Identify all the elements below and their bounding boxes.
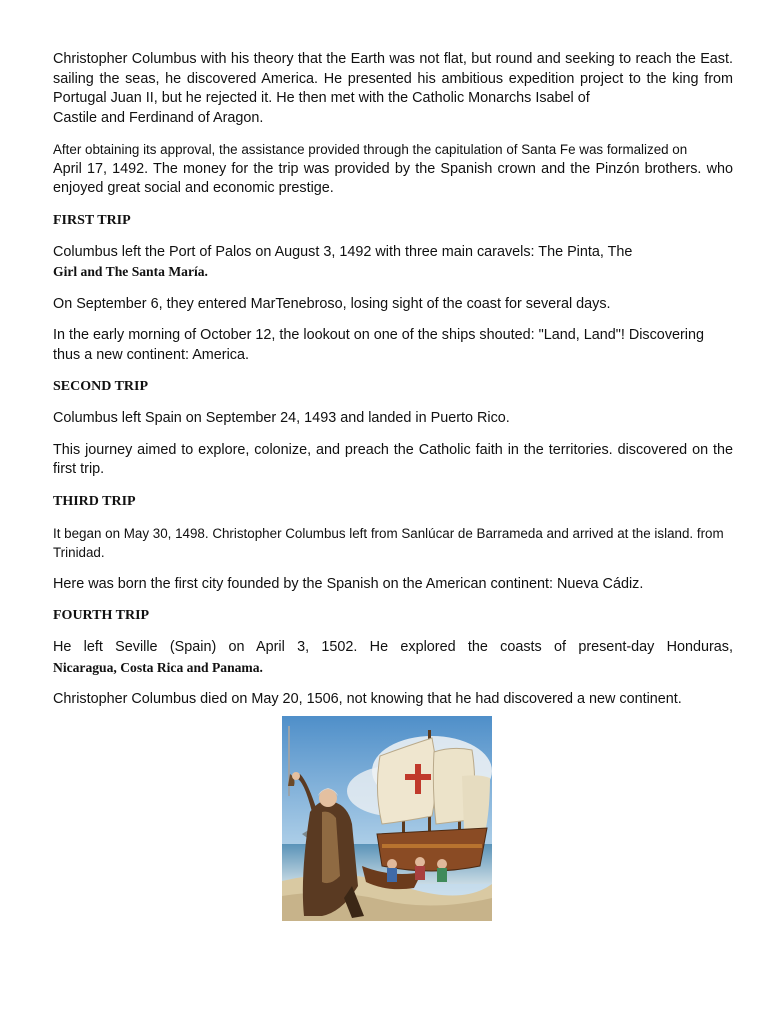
approval-text: After obtaining its approval, the assistance provided through the capitulation of Santa Fe was formalized on xyxy=(53,142,688,157)
third-trip-heading: THIRD TRIP xyxy=(53,493,136,509)
fourth-trip-paragraph-1 xyxy=(53,638,733,678)
first-trip-paragraph-2: On September 6, they entered MarTenebroso, losing sight of the coast for several days. xyxy=(53,295,611,312)
fourth-trip-paragraph-2: Christopher Columbus died on May 20, 1506, not knowing that he had discovered a new continent. xyxy=(53,691,682,707)
third-trip-paragraph-2: Here was born the first city founded by the Spanish on the American continent: Nueva Cádiz. xyxy=(53,575,644,592)
first-trip-heading: FIRST TRIP xyxy=(53,212,131,228)
fourth-trip-countries: Nicaragua, Costa Rica and Panama. xyxy=(53,659,263,675)
document-body xyxy=(53,50,733,710)
second-trip-heading: SECOND TRIP xyxy=(53,379,149,394)
second-trip-paragraph-2: This journey aimed to explore, colonize, and preach the Catholic faith in the territories. discovered on the first trip. xyxy=(53,441,733,477)
intro-paragraph xyxy=(53,50,733,128)
approval-paragraph xyxy=(53,140,733,199)
first-trip-paragraph-1 xyxy=(53,243,733,283)
first-trip-text: Columbus left the Port of Palos on August 3, 1492 with three main caravels: The Pinta, The xyxy=(53,243,633,260)
approval-text-cont: April 17, 1492. The money for the trip was provided by the Spanish crown and the Pinzón brothers. who enjoyed great social and economic prestige. xyxy=(53,160,733,196)
fourth-trip-text: He left Seville (Spain) on April 3, 1502. He explored the coasts of present-day Honduras, xyxy=(53,639,733,655)
first-trip-paragraph-3: In the early morning of October 12, the lookout on one of the ships shouted: "Land, Land"! Discovering thus a new continent: America. xyxy=(53,327,705,363)
intro-text-end: Castile and Ferdinand of Aragon. xyxy=(53,109,264,126)
fourth-trip-heading: FOURTH TRIP xyxy=(53,608,150,623)
columbus-ship-illustration xyxy=(282,716,492,921)
first-trip-ships: Girl and The Santa María. xyxy=(53,264,208,279)
second-trip-paragraph-1: Columbus left Spain on September 24, 1493 and landed in Puerto Rico. xyxy=(53,410,510,426)
third-trip-paragraph-1: It began on May 30, 1498. Christopher Columbus left from Sanlúcar de Barrameda and arrived at the island. from Trinidad. xyxy=(53,525,724,560)
intro-text: Christopher Columbus with his theory that the Earth was not flat, but round and seeking to reach the East. sailing the seas, he discovered America. He presented his ambitious expedition project to the king from Portugal Juan II, but he rejected it. He then met with the Catholic Monarchs Isabel of xyxy=(53,51,733,106)
columbus-landing-illustration xyxy=(282,716,492,921)
